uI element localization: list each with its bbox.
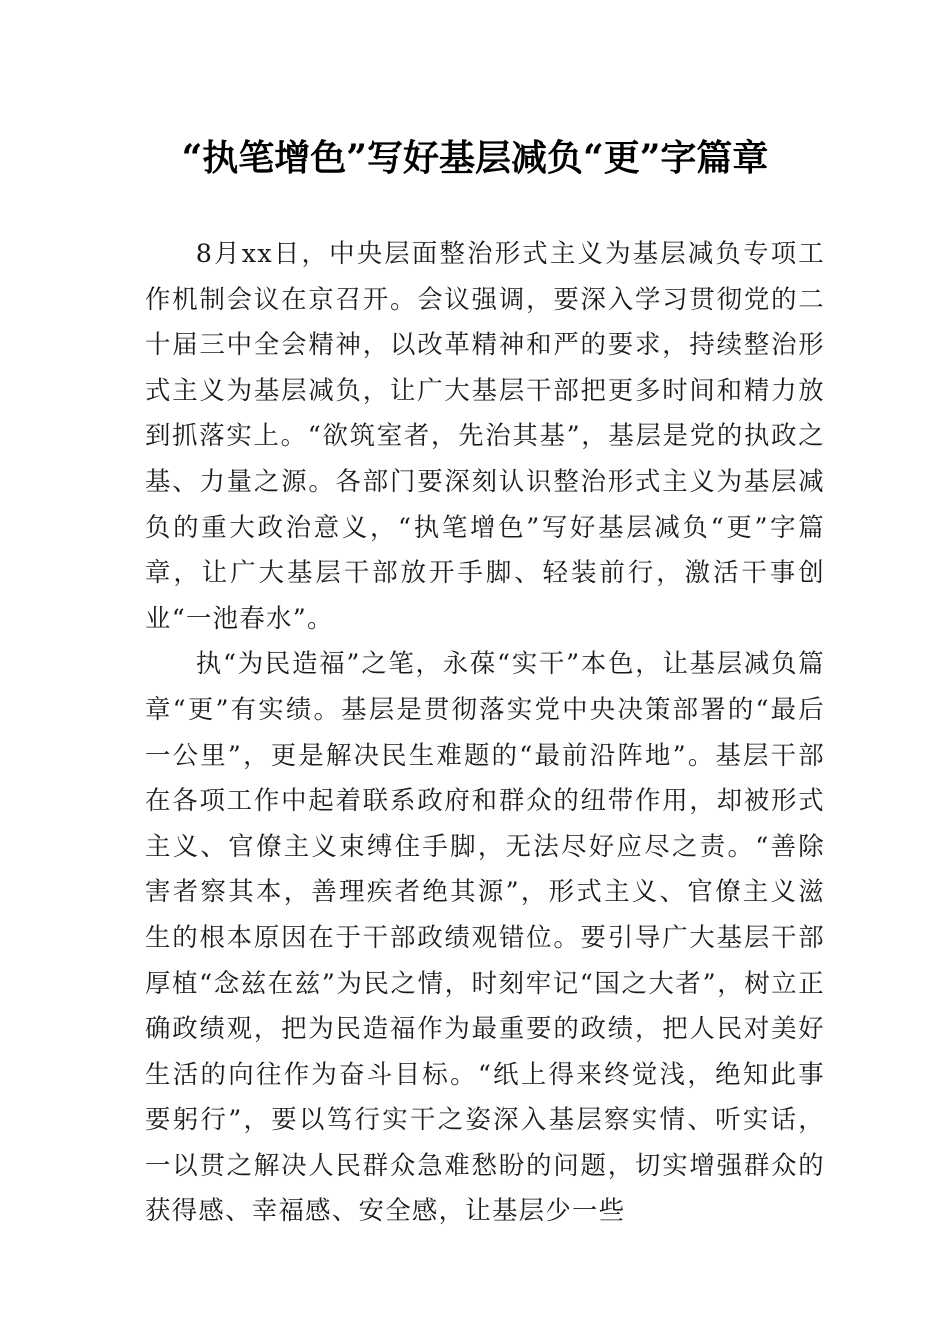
paragraph-2: 执“为民造福”之笔，永葆“实干”本色，让基层减负篇章“更”有实绩。基层是贯彻落实党中央决策部署的“最后一公里”，更是解决民生难题的“最前沿阵地”。基层干部在各项工作中起着联系政府和群众的纽带作用，却被形式主义、官僚主义束缚住手脚，无法尽好应尽之责。“善除害者察其本，善理疾者绝其源”，形式主义、官僚主义滋生的根本原因在于干部政绩观错位。要引导广大基层干部厚植“念兹在兹”为民之情，时刻牢记“国之大者”，树立正确政绩观，把为民造福作为最重要的政绩，把人民对美好生活的向往作为奋斗目标。“纸上得来终觉浅，绝知此事要躬行”，要以笃行实干之姿深入基层察实情、听实话，一以贯之解决人民群众急难愁盼的问题，切实增强群众的获得感、幸福感、安全感，让基层少一些 [145, 648, 825, 1226]
document-body [145, 231, 825, 1234]
document-title: “执笔增色”写好基层减负“更”字篇章 [181, 137, 769, 179]
paragraph-1: 8月xx日，中央层面整治形式主义为基层减负专项工作机制会议在京召开。会议强调，要深入学习贯彻党的二十届三中全会精神，以改革精神和严的要求，持续整治形式主义为基层减负，让广大基层干部把更多时间和精力放到抓落实上。“欲筑室者，先治其基”，基层是党的执政之基、力量之源。各部门要深刻认识整治形式主义为基层减负的重大政治意义，“执笔增色”写好基层减负“更”字篇章，让广大基层干部放开手脚、轻装前行，激活干事创业“一池春水”。 [145, 238, 825, 633]
